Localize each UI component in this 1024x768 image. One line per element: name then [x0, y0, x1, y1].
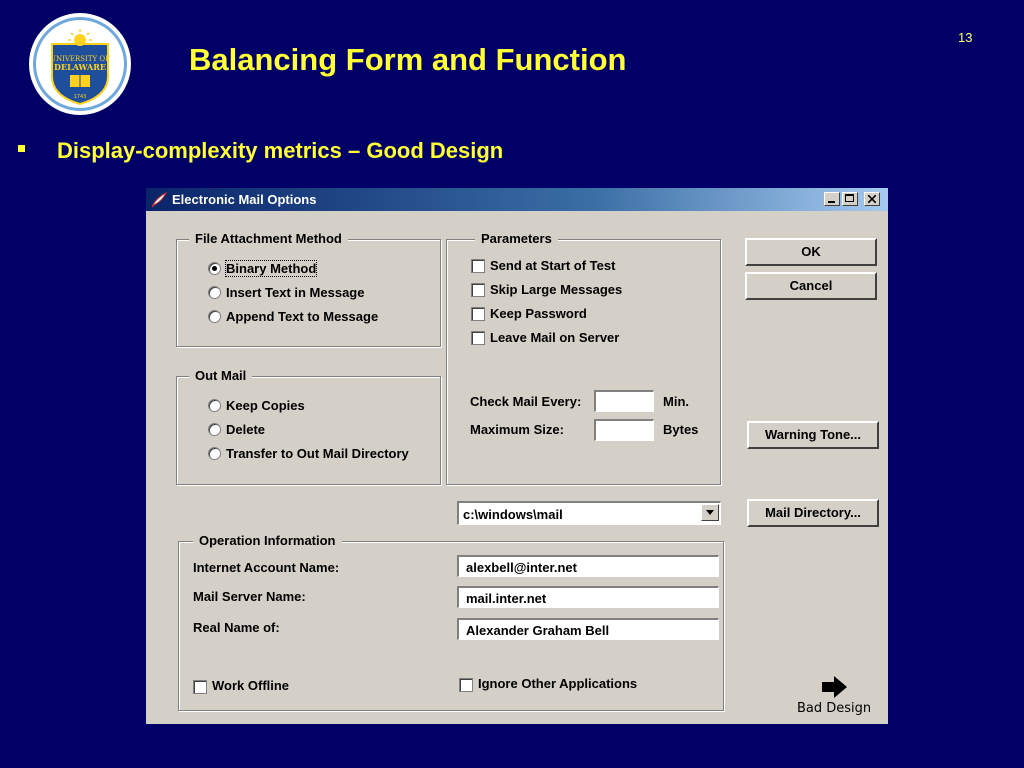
minimize-icon [828, 201, 835, 203]
check-mail-every-input[interactable] [594, 390, 654, 412]
bad-design-link[interactable]: Bad Design [797, 701, 872, 716]
dialog-titlebar[interactable] [146, 188, 888, 211]
checkbox-keep-password[interactable] [471, 307, 485, 321]
dropdown-arrow-button[interactable] [701, 504, 719, 521]
label-keep-password[interactable]: Keep Password [490, 306, 587, 321]
radio-insert-text[interactable] [208, 286, 221, 299]
real-name-label: Real Name of: [193, 620, 280, 635]
max-size-input[interactable] [594, 419, 654, 441]
mail-options-dialog [146, 188, 888, 724]
close-icon [868, 195, 876, 203]
mail-server-input[interactable]: mail.inter.net [457, 586, 719, 608]
check-mail-every-label: Check Mail Every: [470, 394, 582, 409]
max-size-label: Maximum Size: [470, 422, 564, 437]
radio-transfer[interactable] [208, 447, 221, 460]
label-ignore-other[interactable]: Ignore Other Applications [478, 676, 638, 691]
file-attachment-label: File Attachment Method [189, 231, 348, 246]
label-work-offline[interactable]: Work Offline [212, 678, 290, 693]
mail-directory-button[interactable]: Mail Directory... [747, 499, 879, 527]
label-transfer[interactable]: Transfer to Out Mail Directory [226, 446, 409, 461]
checkbox-leave-mail[interactable] [471, 331, 485, 345]
label-skip-large[interactable]: Skip Large Messages [490, 282, 623, 297]
real-name-input[interactable]: Alexander Graham Bell [457, 618, 719, 640]
label-leave-mail[interactable]: Leave Mail on Server [490, 330, 620, 345]
label-binary-method[interactable]: Binary Method [226, 261, 317, 276]
university-logo [28, 12, 132, 116]
arrow-right-icon[interactable] [820, 674, 850, 700]
bullet-marker [18, 145, 25, 152]
label-delete[interactable]: Delete [226, 422, 266, 437]
parameters-label: Parameters [475, 231, 558, 246]
radio-binary-method[interactable] [208, 262, 221, 275]
mail-directory-value: c:\windows\mail [463, 507, 563, 522]
slide-title: Balancing Form and Function [189, 42, 627, 77]
mail-server-label: Mail Server Name: [193, 589, 306, 604]
radio-delete[interactable] [208, 423, 221, 436]
ok-button[interactable]: OK [745, 238, 877, 266]
max-size-unit: Bytes [663, 422, 699, 437]
checkbox-send-at-start[interactable] [471, 259, 485, 273]
dialog-title: Electronic Mail Options [172, 192, 317, 207]
chevron-down-icon [706, 510, 714, 515]
label-insert-text[interactable]: Insert Text in Message [226, 285, 365, 300]
svg-text:UNIVERSITY OF: UNIVERSITY OF [50, 55, 110, 63]
minimize-button[interactable] [824, 192, 840, 206]
cancel-button[interactable]: Cancel [745, 272, 877, 300]
out-mail-label: Out Mail [189, 368, 252, 383]
checkbox-work-offline[interactable] [193, 680, 207, 694]
quill-icon [150, 192, 168, 208]
warning-tone-button[interactable]: Warning Tone... [747, 421, 879, 449]
checkbox-skip-large[interactable] [471, 283, 485, 297]
account-name-label: Internet Account Name: [193, 560, 340, 575]
check-mail-unit: Min. [663, 394, 689, 409]
radio-keep-copies[interactable] [208, 399, 221, 412]
parameters-group [446, 231, 721, 485]
close-button[interactable] [864, 192, 880, 206]
operation-info-label: Operation Information [193, 533, 342, 548]
maximize-icon [845, 194, 854, 202]
label-keep-copies[interactable]: Keep Copies [226, 398, 305, 413]
slide-number: 13 [958, 30, 973, 45]
svg-text:1743: 1743 [73, 94, 87, 100]
mail-directory-select[interactable] [457, 501, 721, 525]
svg-text:DELAWARE: DELAWARE [54, 62, 106, 72]
label-send-at-start[interactable]: Send at Start of Test [490, 258, 616, 273]
checkbox-ignore-other[interactable] [459, 678, 473, 692]
account-name-input[interactable]: alexbell@inter.net [457, 555, 719, 577]
radio-append-text[interactable] [208, 310, 221, 323]
bullet-text: Display-complexity metrics – Good Design [57, 138, 504, 163]
label-append-text[interactable]: Append Text to Message [226, 309, 379, 324]
maximize-button[interactable] [842, 192, 858, 206]
